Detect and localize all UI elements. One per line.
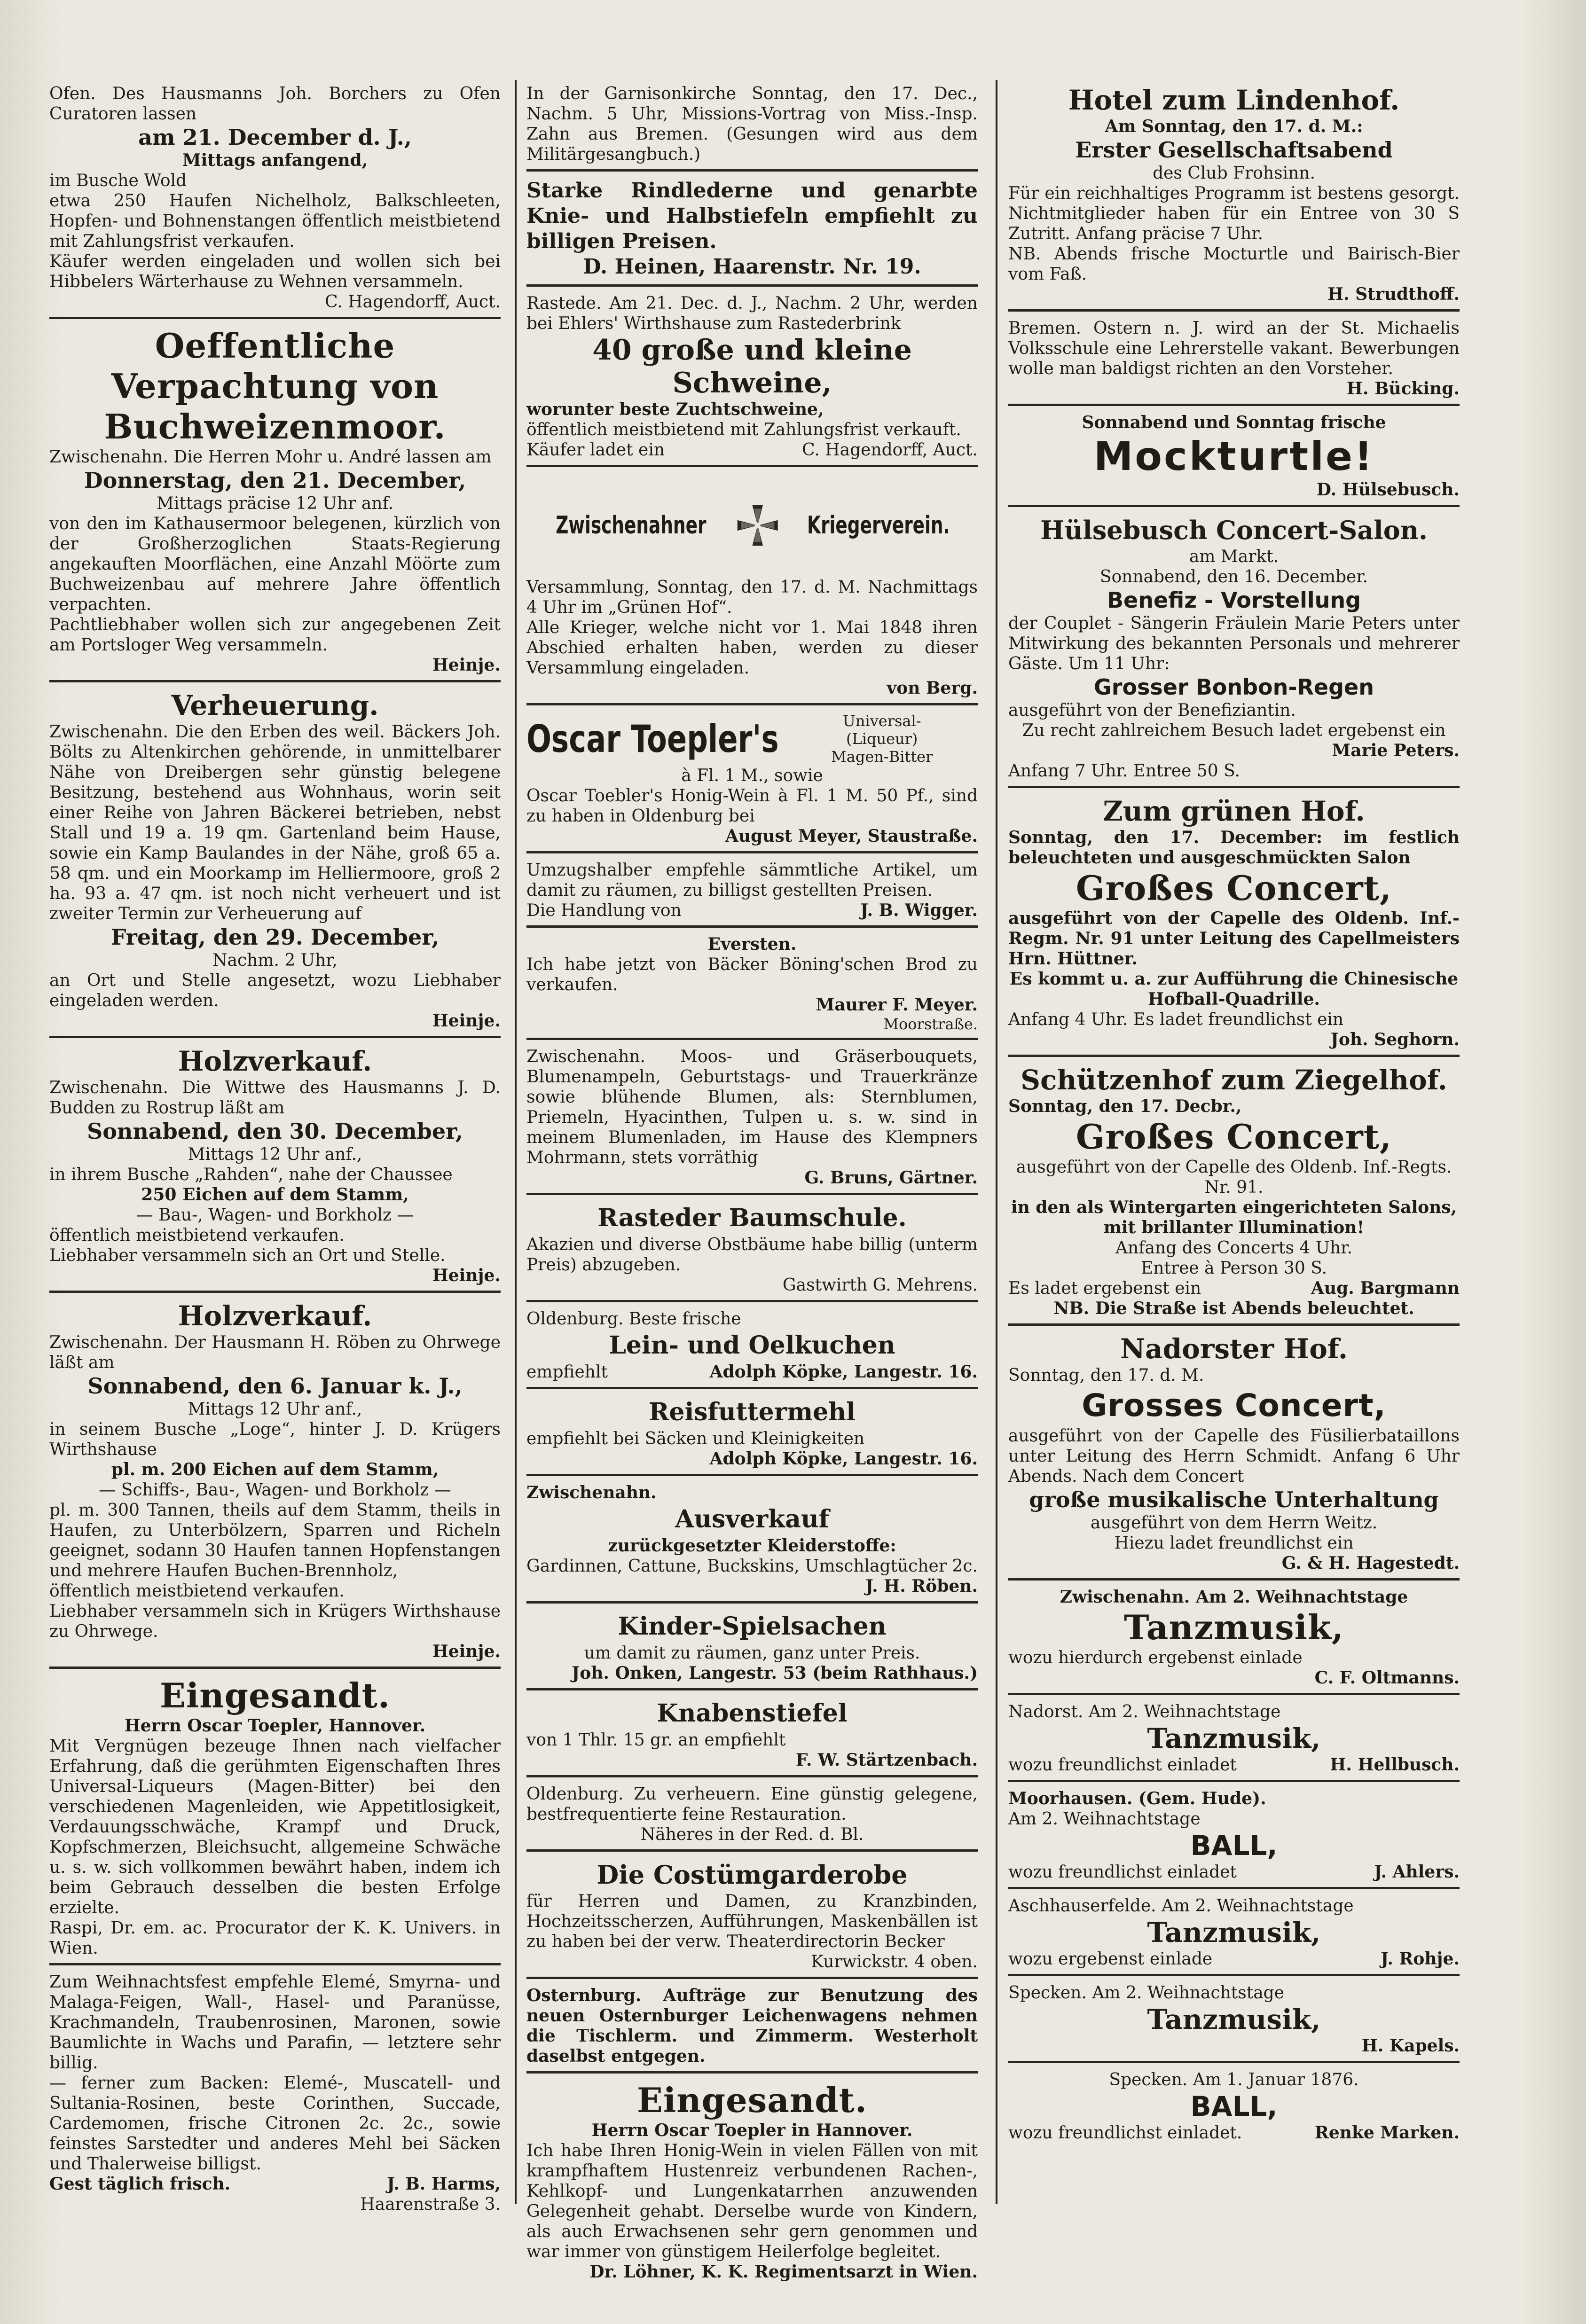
ad-text: Ich habe Ihren Honig-Wein in vielen Fällen von mit krampfhaftem Hustenreiz verbundenen Rachen-, Kehlkopf- und Lungenkatarrhen anzuwenden Gelegenheit gehabt. Derselbe wurde von Kindern, als auch Erwachsenen sehr gern genommen und war immer von günstigem Heilerfolge begleitet.	[526, 2141, 978, 2261]
ad-headline: Hotel zum Lindenhof.	[1068, 84, 1400, 116]
ad-text: Ich habe jetzt von Bäcker Böning'schen Brod zu verkaufen.	[526, 955, 978, 994]
ad-headline: Eversten.	[707, 934, 797, 954]
ad-text: Anfang des Concerts 4 Uhr.	[1115, 1238, 1352, 1258]
ad-text: etwa 250 Haufen Nichelholz, Balkschleeten, Hopfen- und Bohnenstangen öffentlich meistbietend mit Zahlungsfrist verkaufen.	[49, 191, 501, 251]
ad-eingesandt-loehner	[526, 2076, 978, 2287]
ad-concert-salon	[1008, 510, 1460, 788]
ad-date: Sonnabend, den 30. December,	[86, 1119, 463, 1144]
column-1	[49, 80, 501, 2222]
ad-ausverkauf	[526, 1479, 978, 1604]
ad-text: Zum Weihnachtsfest empfehle Elemé, Smyrna- und Malaga-Feigen, Wall-, Hasel- und Paranüsse, Krachmandeln, Traubenrosinen, Maronen, sowie Baumlichte in Wachs und Parafin, — letztere sehr billig.	[49, 1972, 501, 2073]
ad-text: Näheres in der Red. d. Bl.	[640, 1825, 864, 1844]
ad-headline: Eingesandt.	[637, 2080, 867, 2120]
ad-headline: Schützenhof zum Ziegelhof.	[1021, 1064, 1447, 1096]
ad-text: Universal-	[842, 712, 921, 730]
ad-signature: H. Kapels.	[1361, 2036, 1460, 2056]
ad-text: Mittags anfangend,	[182, 150, 368, 170]
ad-mockturtle	[1008, 409, 1460, 507]
ad-text: ausgeführt von der Capelle des Oldenb. Inf.-Regts. Nr. 91.	[1016, 1158, 1452, 1197]
ad-signature: Renke Marken.	[1314, 2123, 1460, 2143]
ad-text: à Fl. 1 M., sowie	[681, 766, 823, 785]
ad-text: Oldenburg. Zu verheuern. Eine günstig gelegene, bestfrequentierte feine Restauration.	[526, 1784, 978, 1824]
ad-signature: Adolph Köpke, Langestr. 16.	[709, 1449, 978, 1469]
ad-blumen-bruns	[526, 1043, 978, 1195]
ad-signature: Joh. Onken, Langestr. 53 (beim Rathhaus.)	[572, 1663, 978, 1683]
ad-spielsachen	[526, 1606, 978, 1690]
ad-text: wozu ergebenst einlade	[1008, 1949, 1213, 1969]
ad-text: Für ein reichhaltiges Programm ist bestens gesorgt. Nichtmitglieder haben für ein Entree von 30 S Zutritt. Anfang präcise 7 Uhr.	[1008, 184, 1460, 243]
ad-kriegerverein	[526, 470, 978, 705]
ad-text: wozu hierdurch ergebenst einlade	[1008, 1648, 1303, 1667]
ad-headline: Eingesandt.	[160, 1675, 390, 1715]
ad-text: Zu recht zahlreichem Besuch ladet ergebenst ein	[1022, 721, 1446, 740]
ad-ofen-auction	[49, 80, 501, 319]
ad-text: um damit zu räumen, ganz unter Preis.	[584, 1643, 920, 1663]
ad-text: des Club Frohsinn.	[1153, 164, 1315, 183]
ad-text: Sonnabend und Sonntag frische	[1082, 413, 1386, 432]
ad-text: 250 Eichen auf dem Stamm,	[141, 1185, 409, 1205]
ad-headline: Rasteder Baumschule.	[597, 1204, 907, 1232]
ad-text: Hiezu ladet freundlichst ein	[1114, 1534, 1354, 1553]
ad-toepler-bitter	[526, 708, 978, 853]
ad-text: ausgeführt von der Benefiziantin.	[1008, 701, 1296, 720]
ad-lehrerstelle-bremen	[1008, 314, 1460, 406]
ad-weihnachtsfest-harms	[49, 1968, 501, 2219]
ad-signature: J. Ahlers.	[1374, 1862, 1460, 1882]
ad-signature: F. W. Stärtzenbach.	[795, 1750, 978, 1770]
ad-umzug-wigger	[526, 856, 978, 928]
ad-text: empfiehlt bei Säcken und Kleinigkeiten	[526, 1429, 865, 1448]
ad-headline: BALL,	[1190, 1830, 1278, 1862]
ad-text: Herrn Oscar Toepler, Hannover.	[124, 1716, 426, 1736]
ad-text: von den im Kathausermoor belegenen, kürzlich von der Großherzoglichen Staats-Regierung angekauften Moorflächen, eine Anzahl Möörte zum Buchweizenbau auf mehrere Jahre öffentlich verpachten.	[49, 514, 501, 614]
ad-reisfuttermehl	[526, 1392, 978, 1476]
column-rule-2	[996, 80, 997, 2204]
ad-baumschule	[526, 1198, 978, 1302]
ad-signature: J. B. Harms,	[387, 2174, 501, 2194]
ad-signature: Gastwirth G. Mehrens.	[782, 1275, 978, 1295]
ad-text: Käufer werden eingeladen und wollen sich bei Hibbelers Wärterhause zu Wehnen versammeln.	[49, 252, 501, 291]
column-2	[526, 80, 978, 2290]
ad-text: Liebhaber versammeln sich in Krügers Wirthshause zu Ohrwege.	[49, 1602, 501, 1641]
ad-text: Zwischenahn. Die Herren Mohr u. André lassen am	[49, 447, 492, 467]
ad-signature: Heinje.	[432, 1642, 501, 1661]
ad-text: Bremen. Ostern n. J. wird an der St. Michaelis Volksschule eine Lehrerstelle vakant. Bewerbungen wolle man baldigst richten an den Vorsteher.	[1008, 319, 1460, 378]
ad-address: Moorstraße.	[883, 1015, 978, 1033]
ad-text: pl. m. 200 Eichen auf dem Stamm,	[111, 1460, 439, 1479]
ad-signature: C. F. Oltmanns.	[1314, 1668, 1460, 1688]
ad-knabenstiefel	[526, 1693, 978, 1777]
ad-text: Umzugshalber empfehle sämmtliche Artikel, um damit zu räumen, zu billigst gestellten Preisen.	[526, 861, 978, 900]
ad-text: empfiehlt	[526, 1362, 608, 1382]
ad-text: ausgeführt von der Capelle des Füsilierbataillons unter Leitung des Herrn Schmidt. Anfang 6 Uhr Abends. Nach dem Concert	[1008, 1426, 1460, 1486]
ad-headline: Holzverkauf.	[178, 1300, 372, 1332]
ad-text: Sonntag, den 17. d. M.	[1008, 1366, 1204, 1385]
ad-headline: Tanzmusik,	[1147, 2003, 1321, 2035]
ad-text: Oscar Toebler's Honig-Wein à Fl. 1 M. 50 Pf., sind zu haben in Oldenburg bei	[526, 786, 978, 826]
ad-text: im Busche Wold	[49, 171, 187, 190]
ad-text: Mittags präcise 12 Uhr anf.	[157, 494, 393, 513]
ad-costuemgarderobe	[526, 1855, 978, 1979]
ad-text: Raspi, Dr. em. ac. Procurator der K. K. Univers. in Wien.	[49, 1918, 501, 1958]
ad-headline: Tanzmusik,	[1147, 1917, 1321, 1948]
ad-headline: Ausverkauf	[675, 1505, 830, 1534]
ad-text: NB. Die Straße ist Abends beleuchtet.	[1053, 1299, 1414, 1318]
ad-signature: Heinje.	[432, 1266, 501, 1285]
ad-text: ausgeführt von dem Herrn Weitz.	[1090, 1513, 1378, 1533]
ad-holzverkauf-budden	[49, 1041, 501, 1293]
ad-signature: J. B. Wigger.	[860, 900, 978, 920]
ad-schweine-rastede	[526, 290, 978, 467]
ad-headline: Starke Rindlederne und genarbte Knie- und Halbstiefeln empfiehlt zu billigen Preisen.	[526, 179, 978, 253]
ad-nadorster-hof	[1008, 1329, 1460, 1581]
ad-text: von 1 Thlr. 15 gr. an empfiehlt	[526, 1730, 786, 1750]
ad-verheuerung	[49, 685, 501, 1038]
ad-text: Herrn Oscar Toepler in Hannover.	[591, 2121, 913, 2140]
ad-text: Moorhausen. (Gem. Hude).	[1008, 1789, 1266, 1808]
ad-text: Anfang 4 Uhr. Es ladet freundlichst ein	[1008, 1010, 1344, 1029]
ad-text: Zwischenahn.	[526, 1483, 657, 1502]
ad-gruener-hof	[1008, 791, 1460, 1057]
ad-tanzmusik-oltmanns	[1008, 1583, 1460, 1695]
ad-headline: Nadorster Hof.	[1120, 1333, 1348, 1365]
ad-headline: Mockturtle!	[1093, 433, 1374, 479]
ad-headline: Lein- und Oelkuchen	[609, 1331, 895, 1360]
ad-headline: Kinder-Spielsachen	[618, 1612, 887, 1641]
ad-signature: J. H. Röben.	[865, 1576, 978, 1596]
ad-signature: C. Hagendorff, Auct.	[802, 440, 978, 460]
ad-subheadline: Grosser Bonbon-Regen	[1094, 674, 1374, 700]
ad-signature: August Meyer, Staustraße.	[725, 826, 978, 846]
ad-text: öffentlich meistbietend mit Zahlungsfrist verkauft.	[526, 420, 961, 439]
ad-text: Sonntag, den 17. December: im festlich beleuchteten und ausgeschmückten Salon	[1008, 828, 1460, 868]
ad-text: Sonnabend, den 16. December.	[1099, 567, 1368, 587]
ad-text: Ofen. Des Hausmanns Joh. Borchers zu Ofen Curatoren lassen	[49, 84, 501, 124]
ad-text: Nachm. 2 Uhr,	[212, 951, 338, 970]
ad-subheadline: große musikalische Unterhaltung	[1029, 1487, 1439, 1512]
ad-text: Es kommt u. a. zur Aufführung die Chinesische Hofball-Quadrille.	[1009, 969, 1459, 1009]
ad-signature: Aug. Bargmann	[1311, 1278, 1460, 1298]
ad-text: Käufer ladet ein	[526, 440, 665, 460]
ad-holzverkauf-roeben	[49, 1296, 501, 1669]
ad-signature: Marie Peters.	[1332, 741, 1460, 760]
ad-signature: D. Heinen, Haarenstr. Nr. 19.	[583, 255, 921, 279]
ad-text: — ferner zum Backen: Elemé-, Muscatell- und Sultania-Rosinen, beste Corinthen, Succade, Cardemomen, frische Citronen 2c. 2c., sowie feinstes Sarstedter und anderes Mehl bei Säcken und Thalerweise billigst.	[49, 2074, 501, 2174]
ad-headline: Knabenstiefel	[657, 1699, 848, 1728]
ad-text: Alle Krieger, welche nicht vor 1. Mai 1848 ihren Abschied erhalten haben, werden zu dieser Versammlung eingeladen.	[526, 618, 978, 678]
ad-text: Am Sonntag, den 17. d. M.:	[1105, 117, 1363, 136]
ad-text: Am 2. Weihnachtstage	[1008, 1809, 1201, 1829]
ad-text: Liebhaber versammeln sich an Ort und Stelle.	[49, 1246, 446, 1265]
ad-signature: H. Strudthoff.	[1327, 284, 1460, 304]
ad-text: Die Handlung von	[526, 901, 682, 920]
ad-text: Nadorst. Am 2. Weihnachtstage	[1008, 1702, 1281, 1721]
ad-signature: von Berg.	[887, 678, 978, 698]
ad-date: Sonnabend, den 6. Januar k. J.,	[87, 1373, 463, 1399]
ad-signature: Maurer F. Meyer.	[816, 995, 978, 1015]
ad-headline: Die Costümgarderobe	[597, 1860, 908, 1890]
ad-tanzmusik-hellbusch	[1008, 1698, 1460, 1782]
ad-restauration	[526, 1780, 978, 1852]
ad-text: In der Garnisonkirche Sonntag, den 17. Dec., Nachm. 5 Uhr, Missions-Vortrag von Miss.-Insp. Zahn aus Bremen. (Gesungen wird aus dem Militärgesangbuch.)	[526, 84, 978, 164]
ad-signature: Dr. Löhner, K. K. Regimentsarzt in Wien.	[589, 2262, 978, 2282]
ad-headline: Verheuerung.	[171, 689, 379, 721]
ad-text: Osternburg. Aufträge zur Benutzung des neuen Osternburger Leichenwagens nehmen die Tischlerm. und Zimmerm. Westerholt daselbst entgegen.	[526, 1986, 978, 2066]
ad-subheadline: Erster Gesellschaftsabend	[1075, 137, 1393, 163]
ad-leichenwagen	[526, 1982, 978, 2074]
ad-text: Mittags 12 Uhr anf.,	[188, 1145, 362, 1164]
ad-text: pl. m. 300 Tannen, theils auf dem Stamm, theils in Haufen, zu Unterbölzern, Sparren und Richeln geeignet, sodann 30 Haufen tannen Hopfenstangen und mehrere Haufen Buchen-Brennholz,	[49, 1501, 501, 1581]
ad-text: Es ladet ergebenst ein	[1008, 1279, 1201, 1298]
ad-text: öffentlich meistbietend verkaufen.	[49, 1581, 345, 1601]
ad-headline: Tanzmusik,	[1124, 1607, 1344, 1647]
ad-text: Mittags 12 Uhr anf.,	[188, 1400, 362, 1419]
ad-buchweizenmoor	[49, 322, 501, 682]
ad-text: Sonntag, den 17. Decbr.,	[1008, 1096, 1242, 1116]
ad-text: in seinem Busche „Loge“, hinter J. D. Krügers Wirthshause	[49, 1420, 501, 1459]
ad-text: Versammlung, Sonntag, den 17. d. M. Nachmittags 4 Uhr im „Grünen Hof“.	[526, 578, 978, 617]
ad-subheadline: Großes Concert,	[1076, 868, 1392, 908]
ad-hotel-lindenhof	[1008, 80, 1460, 312]
ad-headline: Oscar Toepler's	[526, 717, 779, 761]
ad-signature: C. Hagendorff, Auct.	[325, 292, 501, 312]
ad-headline: Reisfuttermehl	[649, 1398, 856, 1426]
ad-text: Mit Vergnügen bezeuge Ihnen nach vielfacher Erfahrung, daß die gerühmten Eigenschaften Ihres Universal-Liqueurs (Magen-Bitter) bei den verschiedenen Magenleiden, wie Appetitlosigkeit, Verdauungsschwäche, Krampf und Druck, Kopfschmerzen, Bleichsucht, allgemeine Schwäche u. s. w. sich vollkommen bewährt haben, indem ich beim Gebrauch desselben die besten Erfolge erzielte.	[49, 1737, 501, 1917]
ad-text: an Ort und Stelle angesetzt, wozu Liebhaber eingeladen werden.	[49, 971, 501, 1010]
ad-date: Freitag, den 29. December,	[110, 924, 440, 950]
column-rule-1	[515, 80, 517, 2204]
ad-text: Magen-Bitter	[831, 748, 933, 766]
ad-ball-marken	[1008, 2066, 1460, 2148]
ad-signature: J. Rohje.	[1381, 1949, 1460, 1969]
ad-signature: Adolph Köpke, Langestr. 16.	[709, 1362, 978, 1382]
ad-signature: H. Bücking.	[1346, 379, 1460, 399]
ad-text: — Schiffs-, Bau-, Wagen- und Borkholz —	[99, 1480, 451, 1500]
ad-headline: Tanzmusik,	[1147, 1722, 1321, 1754]
ad-tanzmusik-kapels	[1008, 1979, 1460, 2063]
ad-ball-ahlers	[1008, 1785, 1460, 1889]
ad-signature: Joh. Seghorn.	[1330, 1030, 1460, 1049]
ad-signature: H. Hellbusch.	[1330, 1755, 1460, 1775]
ad-text: Akazien und diverse Obstbäume habe billig (unterm Preis) abzugeben.	[526, 1235, 978, 1275]
ad-signature: D. Hülsebusch.	[1316, 480, 1460, 500]
ad-text: worunter beste Zuchtschweine,	[526, 399, 824, 419]
ad-eingesandt-raspi	[49, 1672, 501, 1965]
ad-text: (Liqueur)	[846, 730, 918, 748]
ad-text: NB. Abends frische Mocturtle und Bairisch-Bier vom Faß.	[1008, 244, 1460, 284]
ad-text: Gest täglich frisch.	[49, 2174, 231, 2194]
ad-text: Entree à Person 30 S.	[1140, 1259, 1327, 1278]
ad-text: Zwischenahn. Die Wittwe des Hausmanns J. D. Budden zu Rostrup läßt am	[49, 1078, 501, 1118]
ad-text: Zwischenahn. Der Hausmann H. Röben zu Ohrwege läßt am	[49, 1333, 501, 1372]
ad-text: der Couplet - Sängerin Fräulein Marie Peters unter Mitwirkung des bekannten Personals und mehrerer Gäste. Um 11 Uhr:	[1008, 614, 1460, 673]
ad-text: Oldenburg. Beste frische	[526, 1309, 741, 1329]
column-3	[1008, 80, 1460, 2151]
ad-headline: Oeffentliche Verpachtung von Buchweizenmoor.	[104, 326, 446, 446]
ad-signature: Heinje.	[432, 1011, 501, 1031]
ad-text: Pachtliebhaber wollen sich zur angegebenen Zeit am Portsloger Weg versammeln.	[49, 615, 501, 655]
ad-text: wozu freundlichst einladet.	[1008, 2123, 1242, 2143]
ad-date: am 21. December d. J.,	[138, 125, 412, 150]
ad-text: Zwischenahn. Moos- und Gräserbouquets, Blumenampeln, Geburtstags- und Trauerkränze sowie blühende Blumen, als: Sternblumen, Priemeln, Hyacinthen, Tulpen u. s. w. sind in meinem Blumenladen, im Hause des Klempners Mohrmann, stets vorräthig	[526, 1047, 978, 1167]
ad-headline: Holzverkauf.	[178, 1045, 372, 1077]
ad-text: für Herren und Damen, zu Kranzbinden, Hochzeitsscherzen, Aufführungen, Maskenbällen ist zu haben bei der verw. Theaterdirectorin Becker	[526, 1892, 978, 1951]
ad-subheadline: Großes Concert,	[1076, 1117, 1392, 1157]
ad-subheadline: Benefiz - Vorstellung	[1107, 587, 1361, 613]
ad-text: Aschhauserfelde. Am 2. Weihnachtstage	[1008, 1896, 1354, 1916]
ad-garnisonkirche	[526, 80, 978, 172]
ad-tanzmusik-rohje	[1008, 1892, 1460, 1976]
ad-signature: G. & H. Hagestedt.	[1281, 1553, 1460, 1573]
ad-schuetzenhof	[1008, 1060, 1460, 1326]
ad-text: in ihrem Busche „Rahden“, nahe der Chaussee	[49, 1165, 453, 1184]
ad-address: Haarenstraße 3.	[360, 2195, 501, 2214]
ad-eversten	[526, 931, 978, 1040]
ad-text: wozu freundlichst einladet	[1008, 1862, 1237, 1882]
ad-text: am Markt.	[1189, 547, 1279, 566]
ad-signature: Heinje.	[432, 655, 501, 675]
ad-text: Rastede. Am 21. Dec. d. J., Nachm. 2 Uhr, werden bei Ehlers' Wirthshause zum Rastederbrink	[526, 294, 978, 333]
ad-subheadline: Grosses Concert,	[1082, 1387, 1386, 1424]
ad-headline-right: Kriegerverein.	[807, 511, 950, 540]
ad-text: Anfang 7 Uhr. Entree 50 S.	[1008, 761, 1240, 781]
ad-text: Zwischenahn. Die den Erben des weil. Bäckers Joh. Bölts zu Altenkirchen gehörende, in unmittelbarer Nähe von Dreibergen sehr günstig belegene Besitzung, bestehend aus Wohnhaus, worin seit einer Reihe von Jahren Bäckerei betrieben, nebst Stall und 19 a. 19 qm. Gartenland beim Hause, sowie ein Kamp Baulandes in der Nähe, groß 65 a. 58 qm. und ein Moorkamp im Helliermoore, groß 2 ha. 93 a. 47 qm. ist noch nicht verheuert und ist zweiter Termin zur Verheuerung auf	[49, 722, 501, 923]
ad-signature: Kurwickstr. 4 oben.	[811, 1952, 978, 1972]
ad-text: Specken. Am 2. Weihnachtstage	[1008, 1983, 1285, 2003]
ad-signature: G. Bruns, Gärtner.	[804, 1168, 978, 1188]
ad-text: in den als Wintergarten eingerichteten Salons, mit brillanter Illumination!	[1011, 1197, 1457, 1237]
ad-headline: Hülsebusch Concert-Salon.	[1040, 515, 1428, 545]
ad-text: Specken. Am 1. Januar 1876.	[1109, 2070, 1359, 2089]
ad-text: zurückgesetzter Kleiderstoffe:	[608, 1536, 896, 1556]
ad-text: wozu freundlichst einladet	[1008, 1755, 1237, 1775]
ad-date: Donnerstag, den 21. December,	[84, 468, 466, 493]
ad-headline: BALL,	[1190, 2090, 1278, 2122]
ad-text: Gardinnen, Cattune, Buckskins, Umschlagtücher 2c.	[526, 1557, 978, 1576]
ad-headline: 40 große und kleine Schweine,	[592, 334, 912, 399]
ad-text: Zwischenahn. Am 2. Weihnachtstage	[1060, 1587, 1408, 1607]
iron-cross-icon	[736, 478, 779, 572]
ad-text: öffentlich meistbietend verkaufen.	[49, 1226, 345, 1245]
ad-stiefeln-heinen	[526, 174, 978, 287]
ad-headline-left: Zwischenahner	[556, 511, 707, 540]
ad-text: — Bau-, Wagen- und Borkholz —	[136, 1205, 414, 1225]
ad-oelkuchen	[526, 1305, 978, 1389]
ad-text: ausgeführt von der Capelle des Oldenb. Inf.-Regm. Nr. 91 unter Leitung des Capellmeisters Hrn. Hüttner.	[1008, 908, 1460, 969]
ad-headline: Zum grünen Hof.	[1103, 795, 1365, 827]
